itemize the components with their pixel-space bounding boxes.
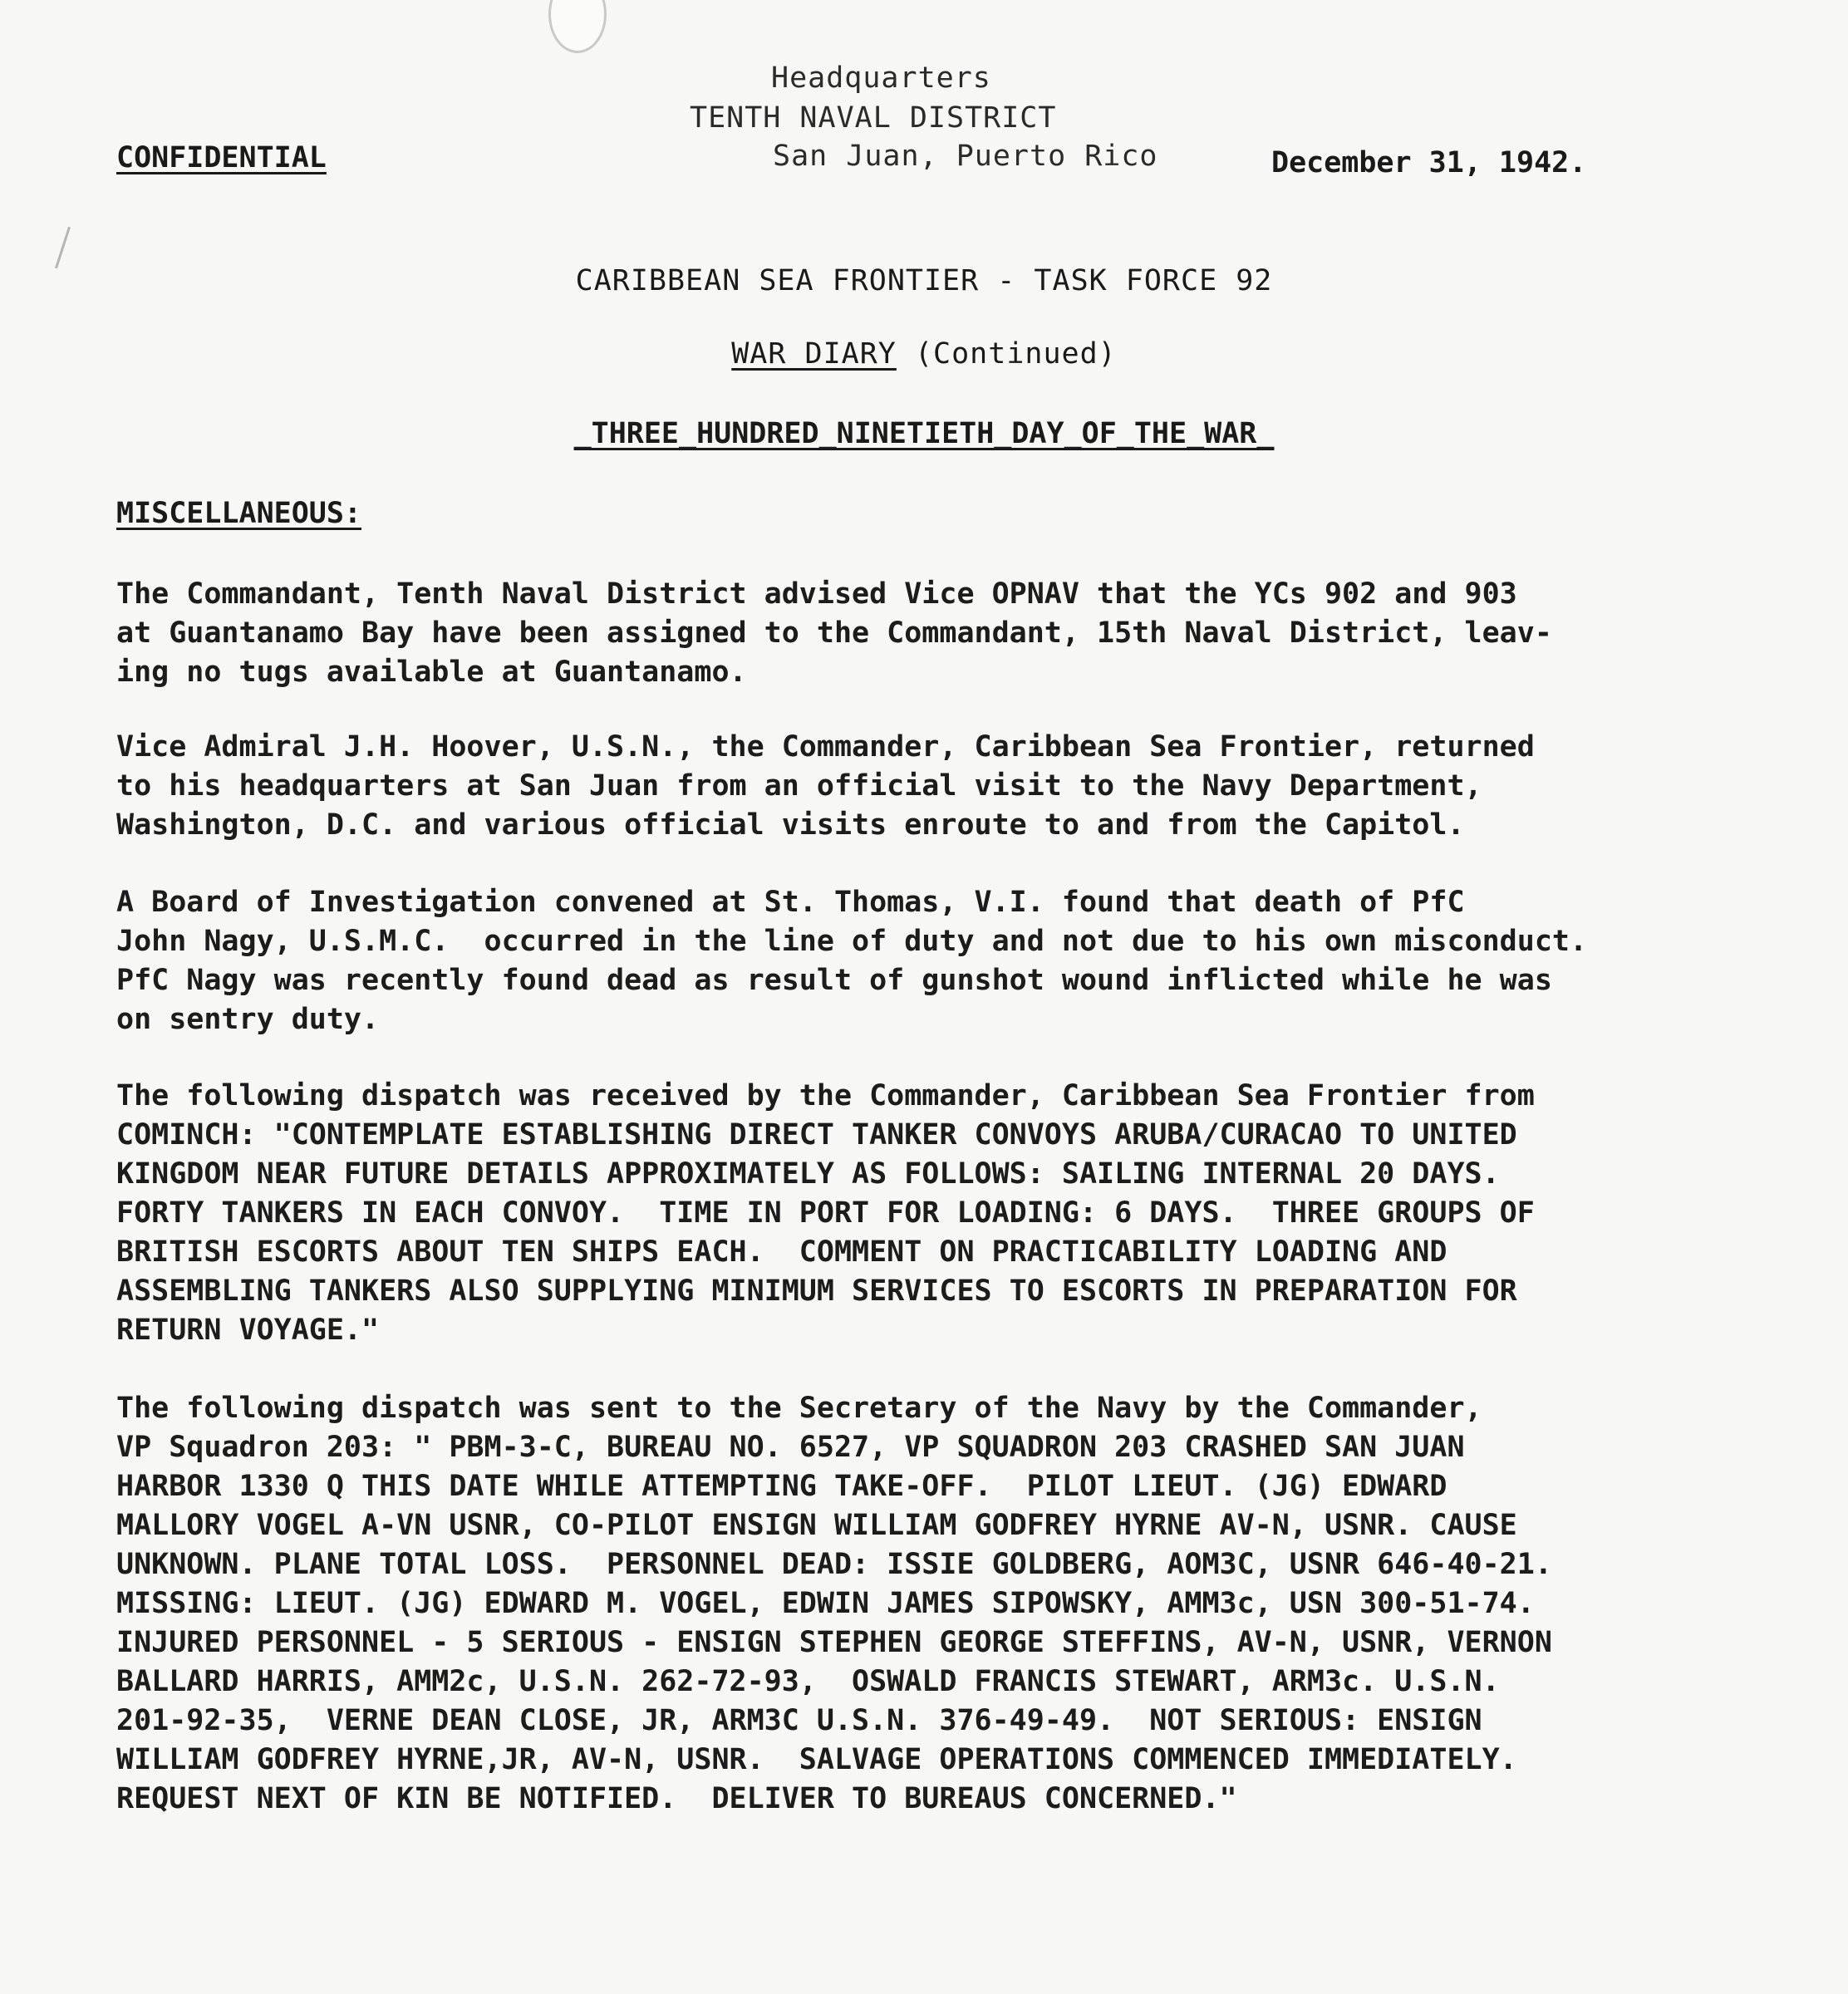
stray-mark bbox=[55, 227, 71, 268]
header-district: TENTH NAVAL DISTRICT bbox=[690, 101, 1057, 135]
paragraph-cominch-dispatch: The following dispatch was received by the Commander, Caribbean Sea Frontier from COMINCH: "CONTEMPLATE ESTABLISHING DIRECT TANKER CONVOYS ARUBA/CURACAO TO UNITED KINGDOM NEAR FUTURE DETAILS APPROXIMATELY AS FOLLOWS: SAILING INTERNAL 20 DAYS. FORTY TANKERS IN EACH CONVOY. TIME IN PORT FOR LOADING: 6 DAYS. THREE GROUPS OF BRITISH ESCORTS ABOUT TEN SHIPS EACH. COMMENT ON PRACTICABILITY LOADING AND ASSEMBLING TANKERS ALSO SUPPLYING MINIMUM SERVICES TO ESCORTS IN PREPARATION FOR RETURN VOYAGE." bbox=[116, 1079, 1535, 1347]
diary-label: WAR DIARY bbox=[731, 337, 897, 371]
diary-title bbox=[0, 337, 1848, 371]
paragraph-tugs: The Commandant, Tenth Naval District advised Vice OPNAV that the YCs 902 and 903 at Guantanamo Bay have been assigned to the Commandant, 15th Naval District, leav- ing no tugs available at Guantanamo. bbox=[116, 577, 1552, 689]
frontier-title: CARIBBEAN SEA FRONTIER - TASK FORCE 92 bbox=[575, 264, 1273, 297]
paragraph-squadron-dispatch: The following dispatch was sent to the Secretary of the Navy by the Commander, VP Squadron 203: " PBM-3-C, BUREAU NO. 6527, VP SQUADRON 203 CRASHED SAN JUAN HARBOR 1330 Q THIS DATE WHILE ATTEMPTING TAKE-OFF. PILOT LIEUT. (JG) EDWARD MALLORY VOGEL A-VN USNR, CO-PILOT ENSIGN WILLIAM GODFREY HYRNE AV-N, USNR. CAUSE UNKNOWN. PLANE TOTAL LOSS. PERSONNEL DEAD: ISSIE GOLDBERG, AOM3C, USNR 646-40-21. MISSING: LIEUT. (JG) EDWARD M. VOGEL, EDWIN JAMES SIPOWSKY, AMM3c, USN 300-51-74. INJURED PERSONNEL - 5 SERIOUS - ENSIGN STEPHEN GEORGE STEFFINS, AV-N, USNR, VERNON BALLARD HARRIS, AMM2c, U.S.N. 262-72-93, OSWALD FRANCIS STEWART, ARM3c. U.S.N. 201-92-35, VERNE DEAN CLOSE, JR, ARM3C U.S.N. 376-49-49. NOT SERIOUS: ENSIGN WILLIAM GODFREY HYRNE,JR, AV-N, USNR. SALVAGE OPERATIONS COMMENCED IMMEDIATELY. REQUEST NEXT OF KIN BE NOTIFIED. DELIVER TO BUREAUS CONCERNED." bbox=[116, 1392, 1552, 1815]
section-heading: MISCELLANEOUS: bbox=[116, 497, 362, 530]
day-label: _THREE_HUNDRED_NINETIETH_DAY_OF_THE_WAR_ bbox=[573, 417, 1275, 450]
header-headquarters: Headquarters bbox=[771, 61, 991, 95]
paragraph-hoover: Vice Admiral J.H. Hoover, U.S.N., the Commander, Caribbean Sea Frontier, returned to his headquarters at San Juan from an official visit to the Navy Department, Washington, D.C. and various official visits enroute to and from the Capitol. bbox=[116, 730, 1535, 842]
classification-label: CONFIDENTIAL bbox=[116, 141, 327, 174]
day-title bbox=[0, 417, 1848, 450]
punch-hole bbox=[548, 0, 607, 53]
document-date: December 31, 1942. bbox=[1271, 146, 1587, 179]
header-location: San Juan, Puerto Rico bbox=[773, 140, 1158, 173]
paragraph-investigation: A Board of Investigation convened at St. Thomas, V.I. found that death of PfC John Nagy, U.S.M.C. occurred in the line of duty and not due to his own misconduct. PfC Nagy was recently found dead as result of gunshot wound inflicted while he was on sentry duty. bbox=[116, 886, 1588, 1036]
diary-suffix: (Continued) bbox=[896, 337, 1117, 371]
